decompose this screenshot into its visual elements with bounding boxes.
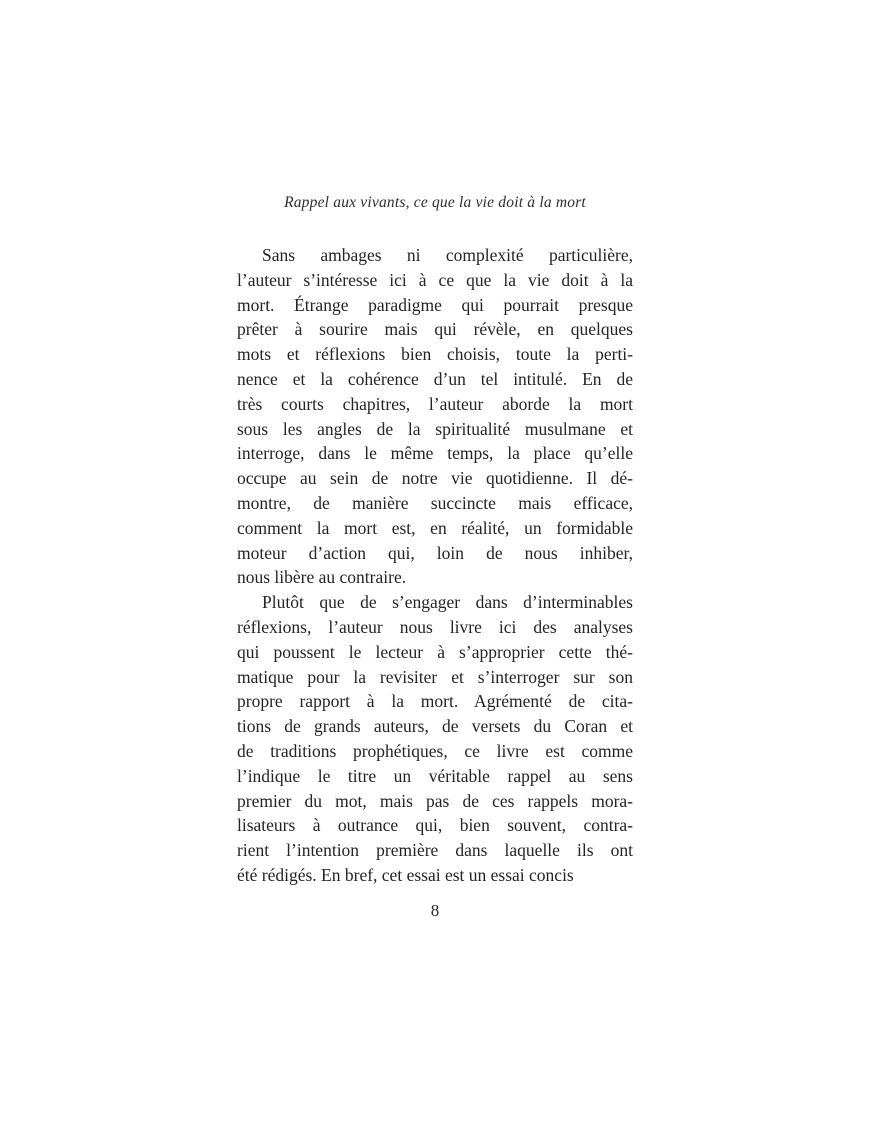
paragraph: [237, 243, 633, 590]
text-line: mort. Étrange paradigme qui pourrait presque: [237, 294, 633, 315]
page-number: 8: [430, 901, 440, 920]
text-line: rient l’intention première dans laquelle ils ont: [237, 840, 633, 861]
text-line: l’indique le titre un véritable rappel au sens: [237, 765, 633, 786]
text-line: mots et réflexions bien choisis, toute la perti-: [237, 344, 633, 365]
text-line: nous libère au contraire.: [237, 567, 407, 588]
text-line: réflexions, l’auteur nous livre ici des analyses: [237, 616, 633, 637]
body-text: [237, 243, 633, 888]
text-line: occupe au sein de notre vie quotidienne. Il dé-: [237, 468, 633, 489]
text-line: qui poussent le lecteur à s’approprier cette thé-: [237, 641, 633, 662]
text-line: interroge, dans le même temps, la place qu’elle: [237, 443, 633, 464]
text-line: lisateurs à outrance qui, bien souvent, contra-: [237, 815, 633, 836]
text-line: Sans ambages ni complexité particulière,: [262, 245, 633, 265]
text-line: prêter à sourire mais qui révèle, en quelques: [237, 319, 633, 340]
text-line: comment la mort est, en réalité, un formidable: [237, 517, 633, 538]
running-header: Rappel aux vivants, ce que la vie doit à la mort: [284, 194, 586, 211]
paragraph: [237, 590, 633, 888]
text-line: moteur d’action qui, loin de nous inhiber,: [237, 542, 633, 563]
text-line: matique pour la revisiter et s’interroger sur son: [237, 666, 633, 687]
text-line: l’auteur s’intéresse ici à ce que la vie doit à la: [237, 269, 633, 290]
text-line: très courts chapitres, l’auteur aborde la mort: [237, 393, 633, 414]
text-line: été rédigés. En bref, cet essai est un essai concis: [237, 864, 574, 885]
text-line: de traditions prophétiques, ce livre est comme: [237, 740, 633, 761]
text-line: propre rapport à la mort. Agrémenté de cita-: [237, 691, 633, 712]
text-line: nence et la cohérence d’un tel intitulé. En de: [237, 368, 633, 389]
text-line: sous les angles de la spiritualité musulmane et: [237, 418, 633, 439]
text-line: premier du mot, mais pas de ces rappels mora-: [237, 790, 633, 811]
text-line: tions de grands auteurs, de versets du Coran et: [237, 716, 633, 737]
text-line: montre, de manière succincte mais efficace,: [237, 492, 633, 513]
text-line: Plutôt que de s’engager dans d’interminables: [262, 592, 633, 613]
